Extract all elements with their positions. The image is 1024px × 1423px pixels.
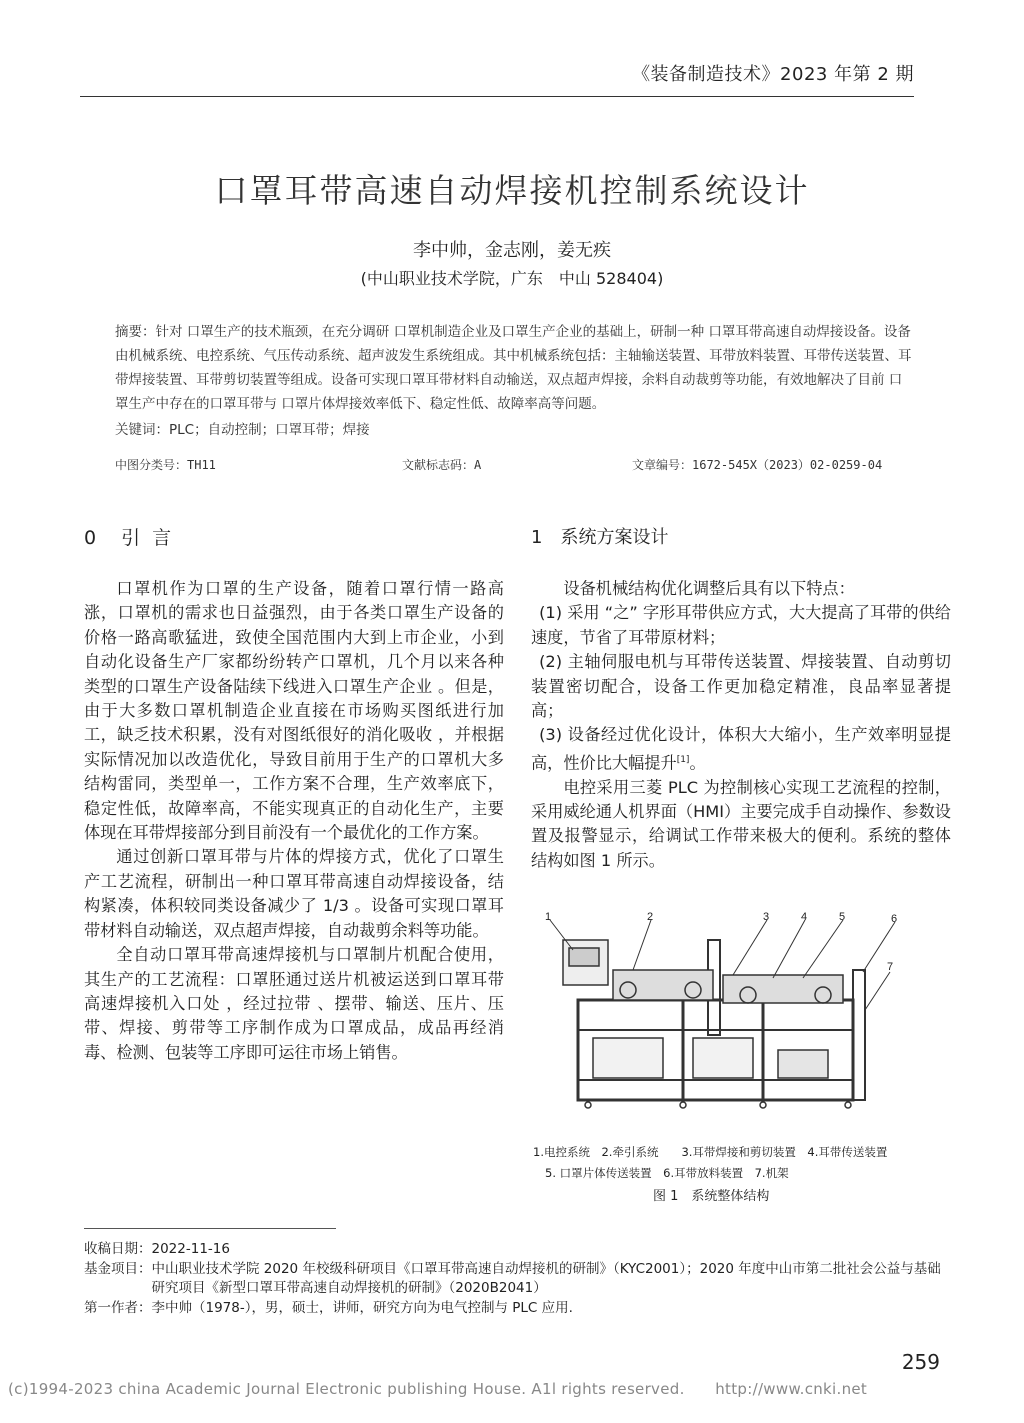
paper-authors: 李中帅，金志刚，姜无疾 [413,240,611,261]
journal-issue-header: 《装备制造技术》2023 年第 2 期 [632,64,914,85]
callout-1: 1 [545,911,552,923]
document-code: 文献标志码：A [402,458,482,472]
paragraph: 全自动口罩耳带高速焊接机与口罩制片机配合使用，其生产的工艺流程：口罩胚通过送片机被运送到口罩耳带高速焊接机入口处 ，经过拉带 、摆带、输送、压片、压带、焊接、剪带等工序制作成为口罩成品，成品再经消毒、检测、包装等工序即可运往市场上销售。 [84,945,504,1062]
footnote-rule [84,1228,336,1229]
abstract: 摘要：针对 口罩生产的技术瓶颈，在充分调研 口罩机制造企业及口罩生产企业的基础上，研制一种 口罩耳带高速自动焊接设备。设备由机械系统、电控系统、气压传动系统、超声波发生系统组成。其中机械系统包括：主轴输送装置、耳带放料装置、耳带传送装置、耳带焊接装置、耳带剪切装置等组成。设备可实现口罩耳带材料自动输送，双点超声焊接，余料自动裁剪等功能，有效地解决了目前 口罩生产中存在的口罩耳带与 口罩片体焊接效率低下、稳定性低、故障率高等问题。 [115,324,912,412]
footnote-fund [84,1260,944,1299]
figure-legend-line1: 1.电控系统 2.牵引系统 3.耳带焊接和剪切装置 4.耳带传送装置 [533,1145,888,1159]
list-item: (1) 采用 “之” 字形耳带供应方式，大大提高了耳带的供给速度，节省了耳带原材料； [531,603,951,647]
paragraph: 设备机械结构优化调整后具有以下特点： [563,579,855,598]
list-item [531,723,951,775]
paragraph: 电控采用三菱 PLC 为控制核心实现工艺流程的控制，采用威纶通人机界面（HMI）主要完成手自动操作、参数设置及报警显示，给调试工作带来极大的便利。系统的整体结构如图 1 所示。 [531,777,951,870]
footnote-received [84,1240,944,1260]
right-column [531,577,951,873]
citation-ref[interactable]: [1] [676,754,690,765]
author-text: 李中帅（1978-），男，硕士，讲师，研究方向为电气控制与 PLC 应用. [151,1299,573,1316]
fund-text: 中山职业技术学院 2020 年校级科研项目《口罩耳带高速自动焊接机的研制》（KYC2001）；2020 年度中山市第二批社会公益与基础研究项目《新型口罩耳带高速自动焊接机的研制》（2020B2041） [151,1260,941,1296]
paragraph: 口罩机作为口罩的生产设备，随着口罩行情一路高涨，口罩机的需求也日益强烈，由于各类口罩生产设备的价格一路高歌猛进，致使全国范围内大到上市企业，小到自动化设备生产厂家都纷纷转产口罩机，几个月以来各种类型的口罩生产设备陆续下线进入口罩生产企业 。但是，由于大多数口罩机制造企业直接在市场购买图纸进行加工，缺乏技术积累，没有对图纸很好的消化吸收 ，并根据实际情况加以改造优化，导致目前用于生产的口罩机大多结构雷同，类型单一，工作方案不合理，生产效率底下，稳定性低，故障率高，不能实现真正的自动化生产，主要体现在耳带焊接部分到目前没有一个最优化的工作方案。 [84,579,504,843]
copyright-watermark: (c)1994-2023 china Academic Journal Electronic publishing House. A1l rights reserved. http://www.cnki.net [8,1380,868,1398]
received-date: 2022-11-16 [151,1241,230,1257]
footnote-author [84,1299,944,1319]
figure-title: 图 1 系统整体结构 [653,1189,770,1204]
article-number: 文章编号：1672-545X（2023）02-0259-04 [632,458,883,472]
section-heading-introduction: 0 引 言 [84,527,175,549]
callout-3: 3 [763,911,770,923]
callout-2: 2 [647,911,654,923]
machine-structure-figure [533,910,909,1132]
footnotes [84,1240,944,1318]
callout-4: 4 [801,911,808,923]
left-column [84,577,504,1065]
fund-label: 基金项目： [84,1260,152,1277]
clc-number: 中图分类号：TH11 [115,458,216,472]
header-rule [80,96,914,97]
page-number: 259 [901,1350,940,1374]
received-label: 收稿日期： [84,1241,152,1257]
callout-6: 6 [891,913,898,925]
keywords: 关键词：PLC；自动控制；口罩耳带；焊接 [115,422,370,438]
list-item-text: (3) 设备经过优化设计，体积大大缩小，生产效率明显提高，性价比大幅提升 [531,725,951,773]
figure-legend-line2: 5. 口罩片体传送装置 6.耳带放料装置 7.机架 [545,1166,789,1180]
paper-affiliation: (中山职业技术学院，广东 中山 528404) [360,269,664,288]
paper-title: 口罩耳带高速自动焊接机控制系统设计 [214,171,810,210]
list-item-end: 。 [689,753,706,773]
section-heading-system-design: 1 系统方案设计 [531,527,669,548]
callout-5: 5 [839,911,846,923]
paragraph: 通过创新口罩耳带与片体的焊接方式，优化了口罩生产工艺流程，研制出一种口罩耳带高速自动焊接设备，结构紧凑，体积较同类设备减少了 1/3 。设备可实现口罩耳带材料自动输送，双点超声焊接，自动裁剪余料等功能。 [84,847,504,940]
author-label: 第一作者： [84,1299,152,1316]
callout-7: 7 [887,961,894,973]
list-item: (2) 主轴伺服电机与耳带传送装置、焊接装置、自动剪切装置密切配合，设备工作更加稳定精准，良品率显著提高； [531,652,951,721]
